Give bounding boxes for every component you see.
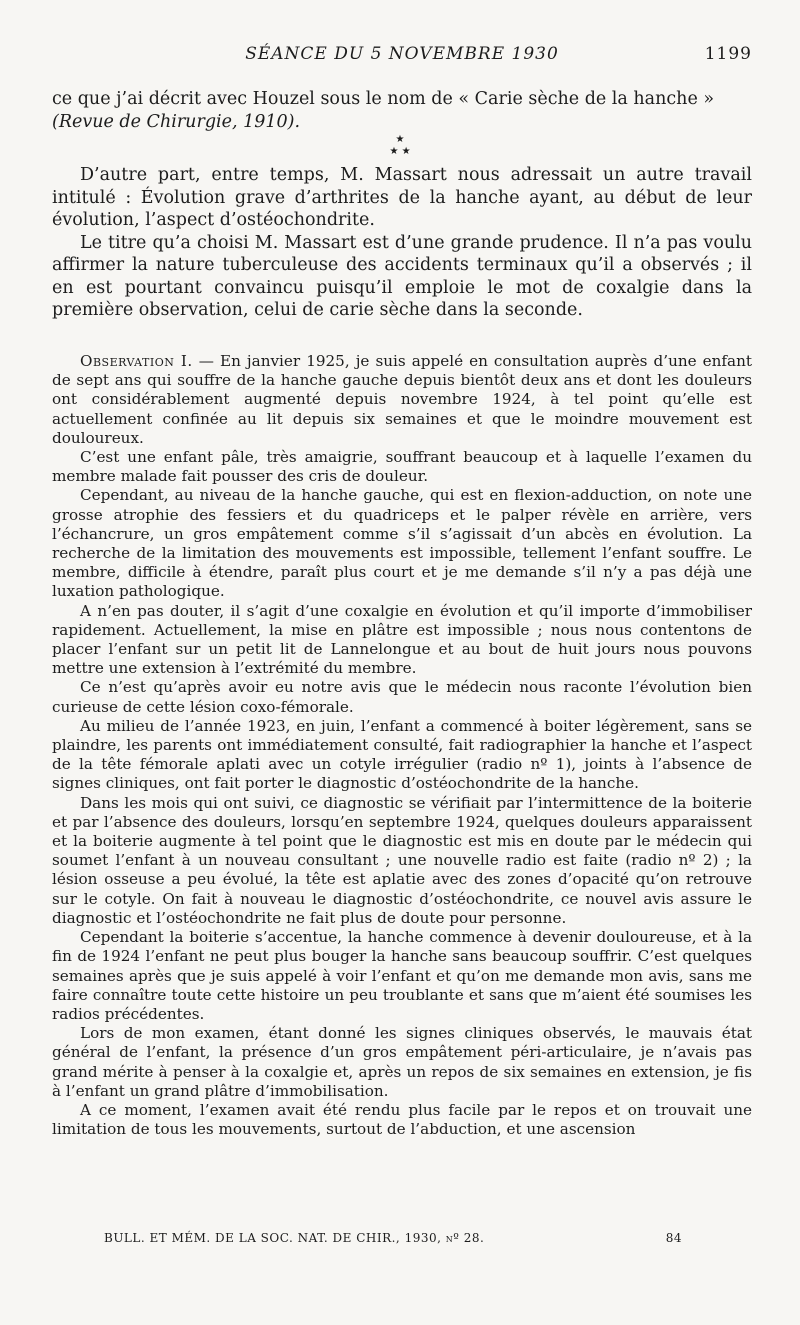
intro-line: ce que j’ai décrit avec Houzel sous le nom de « Carie sèche de la hanche » xyxy=(52,89,715,109)
observation-paragraph-7: Dans les mois qui ont suivi, ce diagnostic se vérifiait par l’intermittence de la boiterie et par l’absence des douleurs, lorsqu’en septembre 1924, quelques douleurs apparaissent et la boiterie augmente à tel point que le diagnostic est mis en doute par le médecin qui soumet l’enfant à un nouveau consultant ; une nouvelle radio est faite (radio nº 2) ; la lésion osseuse a peu évolué, la tête est aplatie avec des zones d’opacité qu’on retrouve sur le cotyle. On fait à nouveau le diagnostic d’ostéochondrite, ce nouvel avis assure le diagnostic et l’ostéochondrite ne fait plus de doute pour personne. xyxy=(52,793,752,927)
main-text xyxy=(52,164,752,322)
observation-paragraph-2: C’est une enfant pâle, très amaigrie, souffrant beaucoup et à laquelle l’examen du membre malade fait pousser des cris de douleur. xyxy=(52,448,752,486)
observation-paragraph-6: Au milieu de l’année 1923, en juin, l’enfant a commencé à boiter légèrement, sans se plaindre, les parents ont immédiatement consulté, fait radiographier la hanche et l’aspect de la tête fémorale aplati avec un cotyle irrégulier (radio nº 1), joints à l’absence de signes cliniques, ont fait porter le diagnostic d’ostéochondrite de la hanche. xyxy=(52,716,752,793)
page-number: 1199 xyxy=(704,44,752,64)
observation-paragraph-9: Lors de mon examen, étant donné les signes cliniques observés, le mauvais état général de l’enfant, la présence d’un gros empâtement péri-articulaire, je n’avais pas grand mérite à penser à la coxalgie et, après un repos de six semaines en extension, je fis à l’enfant un grand plâtre d’immobilisation. xyxy=(52,1024,752,1100)
observation-paragraph-5: Ce n’est qu’après avoir eu notre avis que le médecin nous raconte l’évolution bien curieuse de cette lésion coxo-fémorale. xyxy=(52,678,752,716)
observation-paragraph-10: A ce moment, l’examen avait été rendu plus facile par le repos et on trouvait une limitation de tous les mouvements, surtout de l’abduction, et une ascension xyxy=(52,1100,752,1139)
running-header xyxy=(52,44,752,68)
footer-signature: 84 xyxy=(665,1231,682,1245)
observation-paragraph-3: Cependant, au niveau de la hanche gauche, qui est en flexion-adduction, on note une grosse atrophie des fessiers et du quadriceps et le palper révèle en arrière, vers l’échancrure, un gros empâtement comme s’il s’agissait d’un abcès en évolution. La recherche de la limitation des mouvements est impossible, tellement l’enfant souffre. Le membre, difficile à étendre, paraît plus court et je me demande s’il n’y a pas déjà une luxation pathologique. xyxy=(52,486,752,601)
paragraph-title-prudence: Le titre qu’a choisi M. Massart est d’une grande prudence. Il n’a pas voulu affirmer la nature tuberculeuse des accidents terminaux qu’il a observés ; il en est pourtant convaincu puisqu’il emploie le mot de coxalgie dans la première observation, celui de carie sèche dans la seconde. xyxy=(52,232,752,320)
observation-paragraph-4: A n’en pas douter, il s’agit d’une coxalgie en évolution et qu’il importe d’immobiliser rapidement. Actuellement, la mise en plâtre est impossible ; nous nous contentons de placer l’enfant sur un petit lit de Lannelongue et au bout de huit jours nous pouvons mettre une extension à l’extrémité du membre. xyxy=(52,601,752,678)
page-title: SÉANCE DU 5 NOVEMBRE 1930 xyxy=(245,44,559,64)
paragraph-massart-work: D’autre part, entre temps, M. Massart nous adressait un autre travail intitulé : Évolution grave d’arthrites de la hanche ayant, au début de leur évolution, l’aspect d’ostéochondrite. xyxy=(52,165,752,230)
intro-reference: (Revue de Chirurgie, 1910). xyxy=(52,111,301,132)
footer-source: BULL. ET MÉM. DE LA SOC. NAT. DE CHIR., 1930, nº 28. xyxy=(104,1231,485,1245)
observation-paragraph-1: — En janvier 1925, je suis appelé en consultation auprès d’une enfant de sept ans qui souffre de la hanche gauche depuis bientôt deux ans et dont les douleurs ont considérablement augmenté depuis novembre 1924, à tel point qu’elle est actuellement confinée au lit depuis six semaines et que le moindre mouvement est douloureux. xyxy=(52,352,752,447)
intro-block xyxy=(52,88,752,133)
observation-block xyxy=(52,352,752,1139)
separator-star-top: ★ xyxy=(395,134,405,145)
observation-paragraph-8: Cependant la boiterie s’accentue, la hanche commence à devenir douloureuse, et à la fin de 1924 l’enfant ne peut plus bouger la hanche sans beaucoup souffrir. C’est quelques semaines après que je suis appelé à voir l’enfant et qu’on me demande mon avis, sans me faire connaître toute cette histoire un peu troublante et sans que m’aient été soumises les radios précédentes. xyxy=(52,928,752,1023)
separator-stars-bottom: ★ ★ xyxy=(389,146,411,157)
observation-label: Observation I. xyxy=(80,352,193,370)
